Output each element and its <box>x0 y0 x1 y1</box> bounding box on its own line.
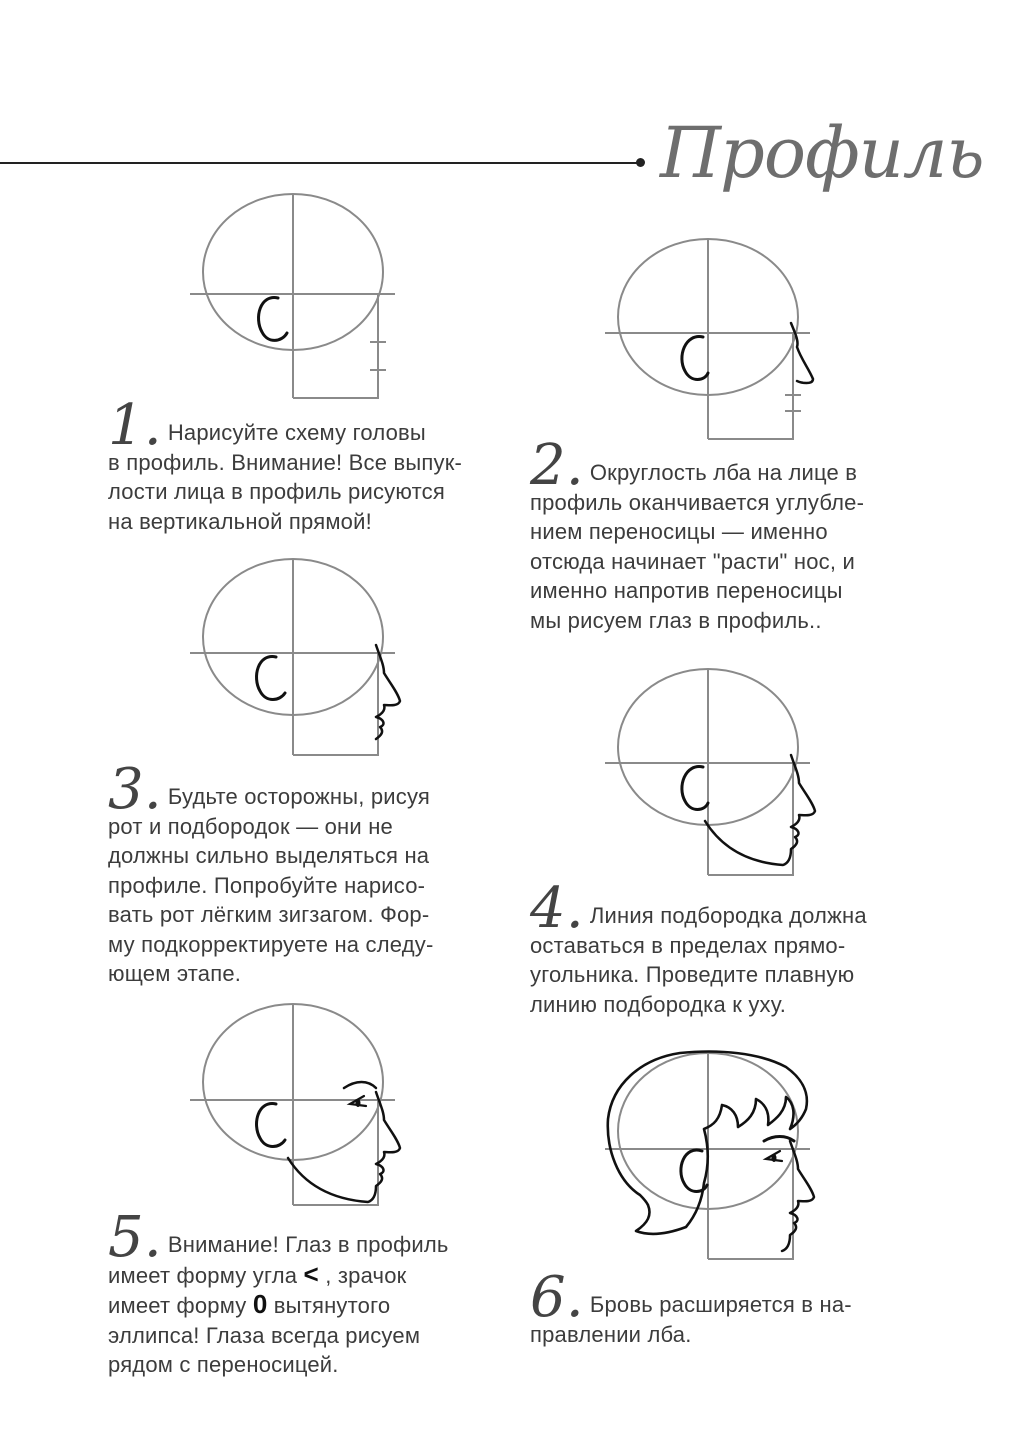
pupil-ellipse-symbol: 0 <box>252 1289 268 1319</box>
step-3-line-7: ющем этапе. <box>108 961 242 986</box>
step-4-line-4: линию подбородка к уху. <box>530 991 787 1017</box>
step-1-text <box>108 393 463 536</box>
step-3-text <box>108 757 434 989</box>
step-4-drawing <box>605 665 825 880</box>
step-3-line-3: должны сильно выделяться на <box>108 843 430 868</box>
header-rule <box>0 162 640 164</box>
step-6-text <box>530 1265 852 1349</box>
step-5-text <box>108 1205 449 1380</box>
step-6-line-1: Бровь расширяется в на- <box>589 1292 852 1317</box>
step-2-line-5: именно напротив переносицы <box>530 578 843 603</box>
step-5-line-1: Внимание! Глаз в профиль <box>167 1232 449 1257</box>
step-6-line-2: правлении лба. <box>530 1321 692 1347</box>
step-6-number: 6. <box>530 1265 584 1330</box>
step-1-line-2: в профиль. Внимание! Все выпук- <box>108 449 463 475</box>
step-5-line-3a: имеет форму <box>108 1293 247 1318</box>
step-2-text <box>530 433 865 635</box>
step-4-line-2: оставаться в пределах прямо- <box>530 932 846 958</box>
step-3-line-4: профиле. Попробуйте нарисо- <box>108 872 426 898</box>
step-5-line-5: рядом с переносицей. <box>108 1352 339 1377</box>
step-2-line-3: нием переносицы — именно <box>530 519 828 544</box>
step-6-drawing <box>600 1045 825 1265</box>
step-5-number: 5. <box>108 1205 162 1270</box>
step-1-line-3: лости лица в профиль рисуются <box>108 479 445 504</box>
step-3-line-2: рот и подбородок — они не <box>108 813 393 839</box>
step-1-number: 1. <box>108 393 162 458</box>
step-2-line-1: Округлость лба на лице в <box>589 460 858 485</box>
step-4-line-1: Линия подбородка должна <box>589 903 867 928</box>
step-5-line-3b: вытянутого <box>273 1293 391 1318</box>
step-1-drawing <box>190 190 400 405</box>
angle-symbol: < <box>303 1258 319 1289</box>
step-2-line-2: профиль оканчивается углубле- <box>530 489 865 515</box>
step-2-drawing <box>605 235 820 445</box>
step-1-line-4: на вертикальной прямой! <box>108 508 372 534</box>
step-5-line-4: эллипса! Глаза всегда рисуем <box>108 1322 421 1348</box>
step-3-line-6: му подкорректируете на следу- <box>108 931 434 957</box>
step-2-line-6: мы рисуем глаз в профиль.. <box>530 607 822 633</box>
step-4-line-3: угольника. Проведите плавную <box>530 962 855 987</box>
step-5-line-2a: имеет форму угла <box>108 1262 298 1288</box>
step-2-line-4: отсюда начинает "расти" нос, и <box>530 548 855 574</box>
step-4-number: 4. <box>530 876 584 941</box>
step-4-text <box>530 876 867 1019</box>
step-3-line-1: Будьте осторожны, рисуя <box>167 784 431 809</box>
step-2-number: 2. <box>530 433 584 498</box>
header-rule-dot <box>636 158 645 167</box>
step-1-line-1: Нарисуйте схему головы <box>167 420 426 445</box>
step-3-drawing <box>190 555 405 760</box>
step-3-number: 3. <box>108 757 162 822</box>
page-title: Профиль <box>660 112 984 194</box>
step-5-drawing <box>190 1000 405 1210</box>
step-5-line-2b: , зрачок <box>325 1262 407 1288</box>
step-3-line-5: вать рот лёгким зигзагом. Фор- <box>108 902 430 927</box>
